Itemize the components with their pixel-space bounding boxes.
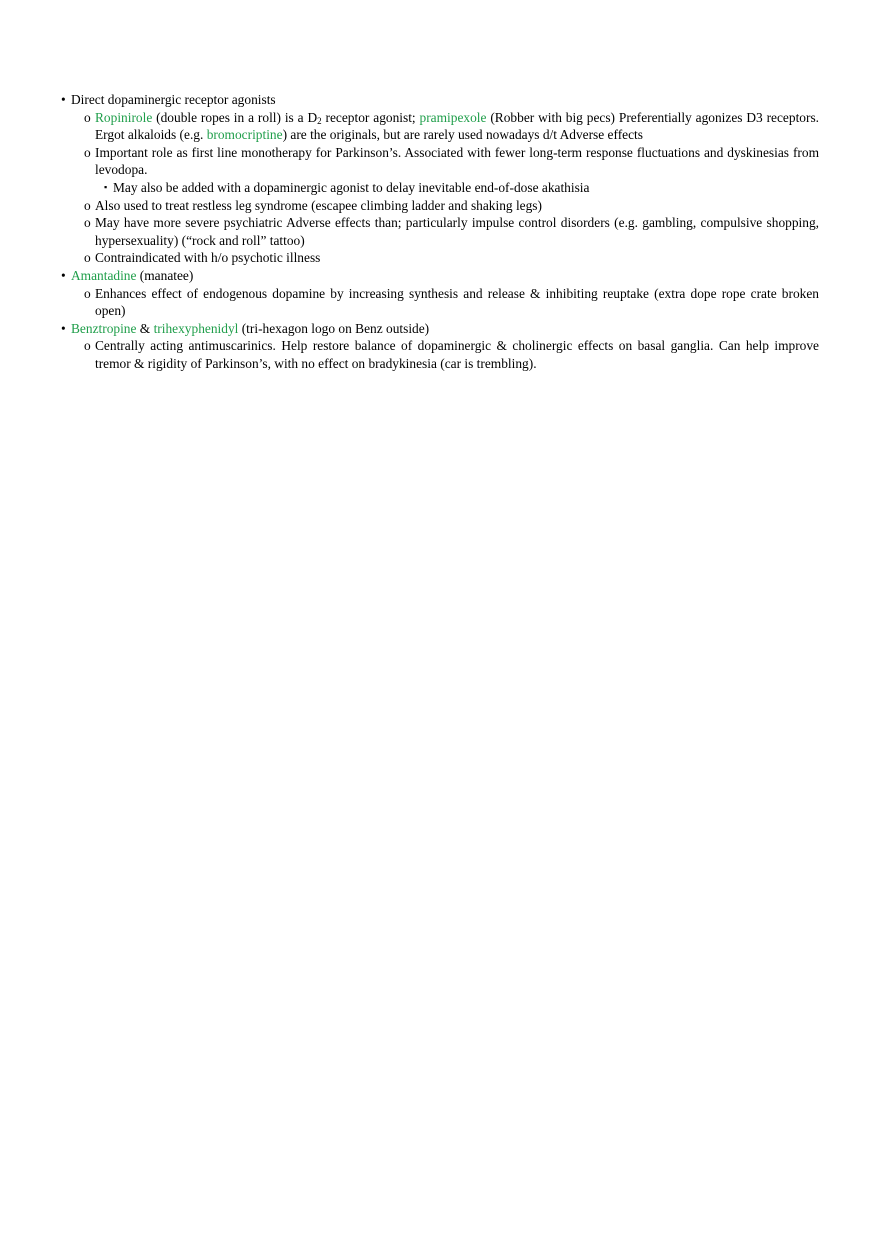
item-text: Also used to treat restless leg syndrome (escapee climbing ladder and shaking legs)	[95, 197, 542, 213]
disc-bullet: •	[61, 267, 66, 283]
item-text: receptor agonist;	[321, 109, 420, 125]
list-item-first-line	[0, 144, 819, 179]
item-text: Enhances effect of endogenous dopamine by increasing synthesis and release & inhibiting reuptake (extra dope rope crate broken open)	[95, 285, 819, 319]
list-item-end-of-dose	[0, 179, 819, 197]
disc-bullet: •	[61, 320, 66, 336]
drug-name-pramipexole: pramipexole	[419, 109, 487, 125]
list-item-contraindicated	[0, 249, 819, 267]
drug-name-trihexyphenidyl: trihexyphenidyl	[153, 320, 239, 336]
drug-name-bromocriptine: bromocriptine	[206, 127, 283, 143]
circle-bullet: o	[84, 197, 91, 213]
item-text: May also be added with a dopaminergic agonist to delay inevitable end-of-dose akathisia	[113, 179, 590, 195]
circle-bullet: o	[84, 215, 91, 231]
item-text: Important role as first line monotherapy for Parkinson’s. Associated with fewer long-term response fluctuations and dyskinesias from levodopa.	[95, 144, 819, 178]
list-item-rls	[0, 197, 819, 215]
item-text: (double ropes in a roll) is a D	[152, 109, 318, 125]
item-text: (tri-hexagon logo on Benz outside)	[238, 320, 430, 336]
list-item-amantadine-detail	[0, 285, 819, 320]
circle-bullet: o	[84, 109, 91, 125]
item-text: Centrally acting antimuscarinics. Help restore balance of dopaminergic & cholinergic effects on basal ganglia. Can help improve tremor & rigidity of Parkinson’s, with no effect on bradykinesia (car is trembling).	[95, 338, 819, 371]
item-text: ) are the originals, but are rarely used nowadays d/t Adverse effects	[282, 127, 643, 143]
circle-bullet: o	[84, 338, 91, 354]
item-text: May have more severe psychiatric Adverse effects than; particularly impulse control disorders (e.g. gambling, compulsive shopping, hypersexuality) (“rock and roll” tattoo)	[95, 215, 819, 248]
subscript: 2	[317, 115, 322, 126]
item-text: (Robber with big pecs) Preferentially agonizes D3 receptors. Ergot alkaloids (e.g.	[95, 109, 819, 143]
document-body	[0, 91, 880, 373]
circle-bullet: o	[84, 144, 91, 160]
drug-name-benztropine: Benztropine	[71, 320, 137, 336]
item-text: (manatee)	[136, 267, 194, 283]
drug-name-amantadine: Amantadine	[71, 267, 137, 283]
circle-bullet: o	[84, 250, 91, 266]
item-text: &	[136, 320, 154, 336]
list-item-benztropine-detail	[0, 337, 819, 372]
list-item-direct-agonists	[0, 91, 820, 109]
list-item-benztropine	[0, 320, 820, 338]
circle-bullet: o	[84, 285, 91, 301]
item-text: Direct dopaminergic receptor agonists	[71, 92, 276, 107]
list-item-amantadine	[0, 267, 820, 285]
list-item-psychiatric	[0, 214, 819, 249]
item-text: Contraindicated with h/o psychotic illness	[95, 250, 321, 266]
square-bullet: ▪	[104, 181, 108, 192]
list-item-ropinirole	[0, 109, 819, 144]
disc-bullet: •	[61, 92, 66, 107]
drug-name-ropinirole: Ropinirole	[95, 109, 153, 125]
